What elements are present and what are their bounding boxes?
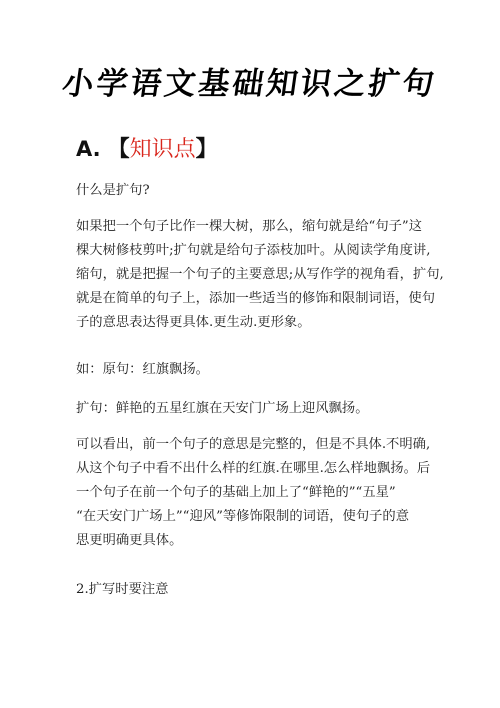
question-text: 什么是扩句? <box>76 183 150 198</box>
paragraph-line: “在天安门广场上”“迎风”等修饰限制的词语，使句子的意 <box>76 509 410 524</box>
paragraph-line: 缩句，就是把握一个句子的主要意思;从写作学的视角看，扩句, <box>76 267 444 282</box>
paragraph-line: 棵大树修枝剪叶;扩句就是给句子添枝加叶。从阅读学角度讲, <box>76 243 431 258</box>
close-bracket: 】 <box>195 137 218 162</box>
paragraph-line: 如果把一个句子比作一棵大树，那么，缩句就是给“句子”这 <box>76 219 423 234</box>
explanation-paragraph <box>76 433 436 553</box>
question-paragraph <box>76 179 436 203</box>
paragraph-line: 一个句子在前一个句子的基础上加上了“鲜艳的”“五星” <box>76 485 396 500</box>
section-heading <box>76 132 218 163</box>
definition-paragraph <box>76 215 444 335</box>
example-original-text: 如：原句：红旗飘扬。 <box>76 362 209 377</box>
paragraph-line: 可以看出，前一个句子的意思是完整的，但是不具体.不明确, <box>76 437 431 452</box>
paragraph-line: 就是在简单的句子上，添加一些适当的修饰和限制词语，使句 <box>76 291 436 306</box>
example-expanded-paragraph <box>76 397 436 421</box>
paragraph-line: 思更明确更具体。 <box>76 533 183 548</box>
document-title: 小学语文基础知识之扩句 <box>59 66 440 102</box>
example-expanded-text: 扩句：鲜艳的五星红旗在天安门广场上迎风飘扬。 <box>76 401 369 416</box>
paragraph-line: 子的意思表达得更具体.更生动.更形象。 <box>76 315 311 330</box>
paragraph-line: 从这个句子中看不出什么样的红旗.在哪里.怎么样地飘扬。后 <box>76 461 431 476</box>
example-original-paragraph <box>76 358 436 382</box>
subheading-paragraph <box>76 578 436 602</box>
section-label: 知识点 <box>129 137 196 162</box>
subheading-text: 2.扩写时要注意 <box>76 582 169 597</box>
section-prefix: A. <box>76 137 101 161</box>
open-bracket: 【 <box>107 137 130 162</box>
